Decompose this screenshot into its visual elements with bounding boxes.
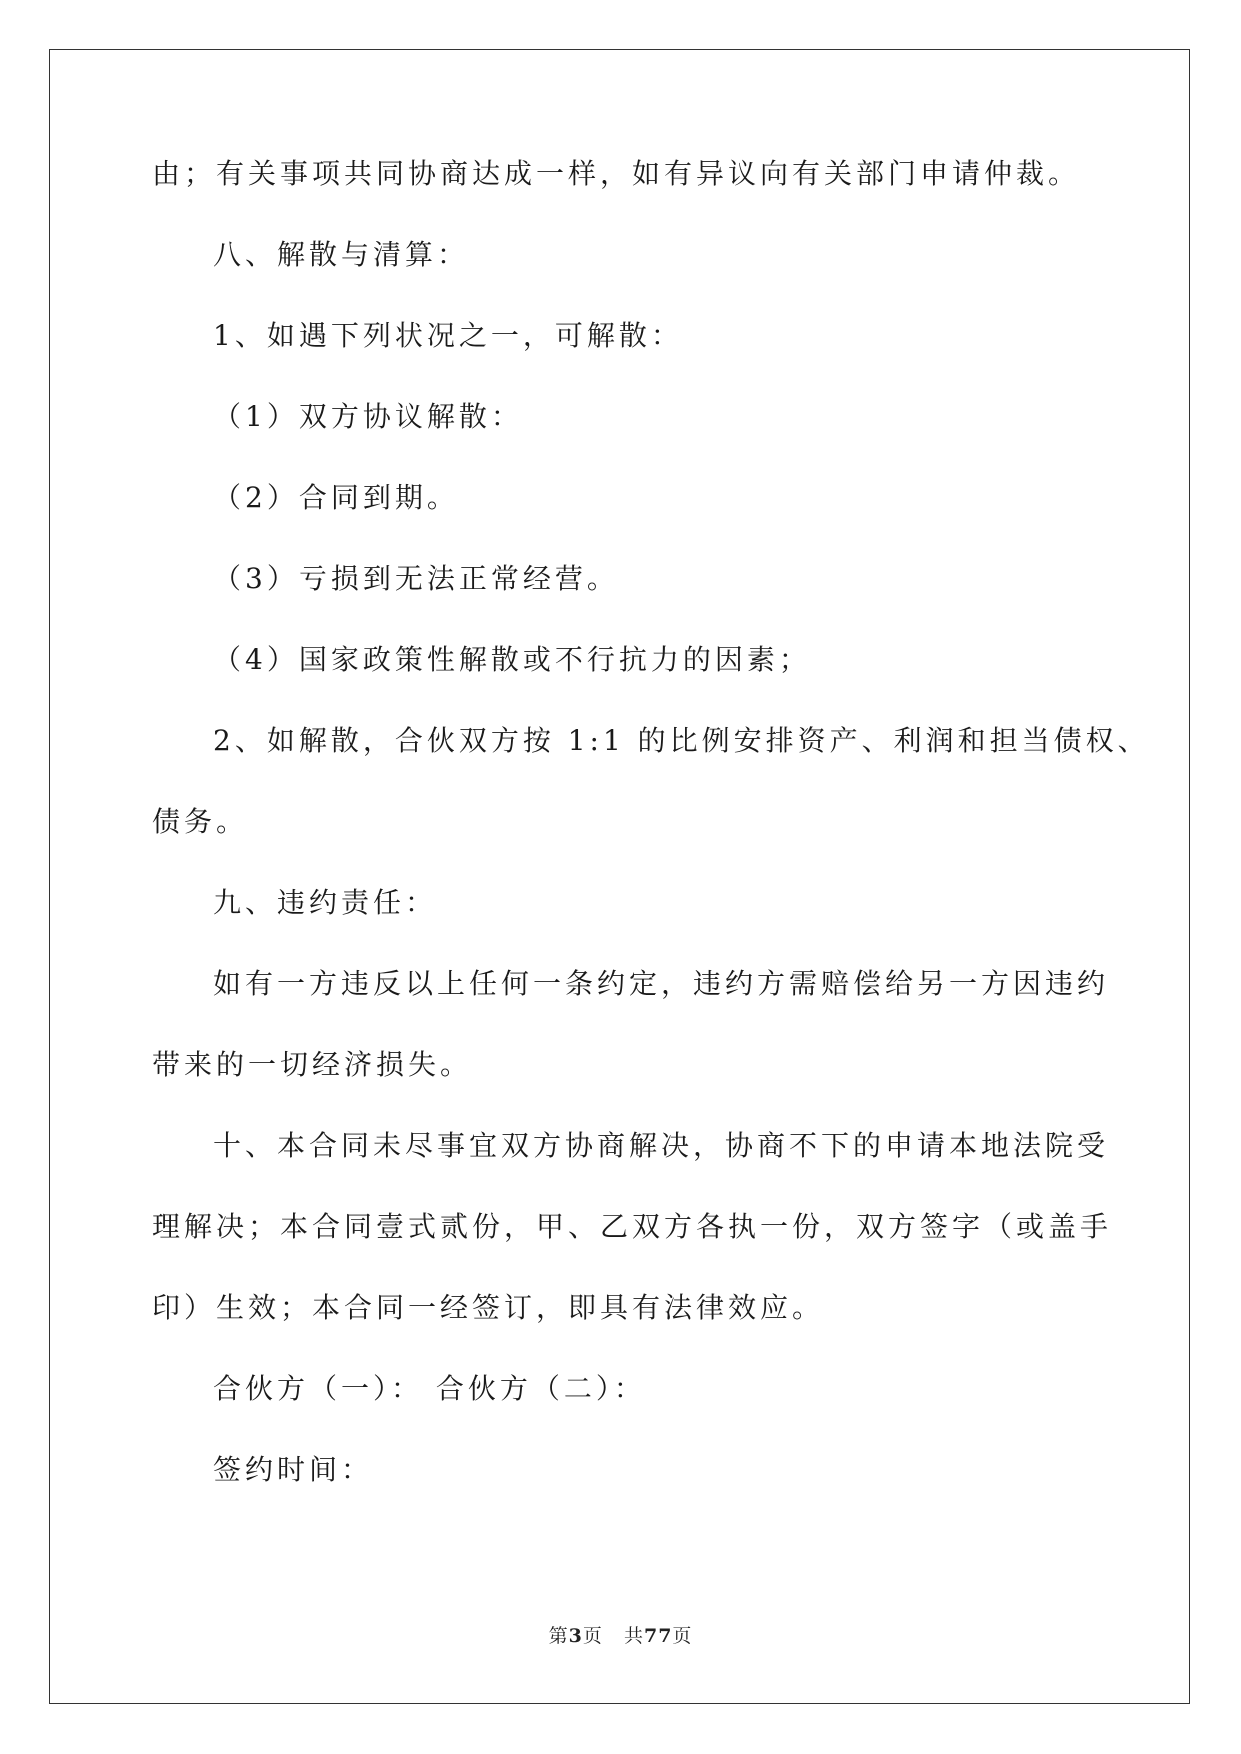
clause-asset-distribution: 2、如解散，合伙双方按 1:1 的比例安排资产、利润和担当债权、 xyxy=(213,724,1150,757)
clause-liability-cont: 带来的一切经济损失。 xyxy=(152,1048,473,1081)
page-footer xyxy=(0,1624,1241,1648)
clause-asset-distribution-cont: 债务。 xyxy=(152,805,249,838)
clause-dissolution-conditions: 1、如遇下列状况之一，可解散： xyxy=(213,319,683,352)
section-ten: 十、本合同未尽事宜双方协商解决，协商不下的申请本地法院受 xyxy=(213,1129,1110,1162)
footer-prefix: 第 xyxy=(548,1625,569,1647)
list-item-3: （3）亏损到无法正常经营。 xyxy=(213,562,619,595)
footer-page-number: 3 xyxy=(568,1625,583,1647)
signing-date: 签约时间： xyxy=(213,1453,374,1486)
section-ten-cont-1: 理解决；本合同壹式贰份，甲、乙双方各执一份，双方签字（或盖手 xyxy=(152,1210,1113,1243)
list-item-2: （2）合同到期。 xyxy=(213,481,459,514)
body-line-1: 由；有关事项共同协商达成一样，如有异议向有关部门申请仲裁。 xyxy=(152,157,1081,190)
footer-total-pages: 77 xyxy=(643,1625,673,1647)
section-heading-dissolution: 八、解散与清算： xyxy=(213,238,470,271)
section-ten-cont-2: 印）生效；本合同一经签订，即具有法律效应。 xyxy=(152,1291,825,1324)
footer-total-suffix: 页 xyxy=(672,1625,693,1647)
footer-page-suffix: 页 xyxy=(582,1625,603,1647)
list-item-1: （1）双方协议解散： xyxy=(213,400,523,433)
clause-liability: 如有一方违反以上任何一条约定，违约方需赔偿给另一方因违约 xyxy=(213,967,1110,1000)
footer-total-prefix: 共 xyxy=(623,1625,644,1647)
partner-signatures: 合伙方（一）： 合伙方（二）： xyxy=(213,1372,646,1405)
section-heading-liability: 九、违约责任： xyxy=(213,886,438,919)
list-item-4: （4）国家政策性解散或不行抗力的因素； xyxy=(213,643,811,676)
